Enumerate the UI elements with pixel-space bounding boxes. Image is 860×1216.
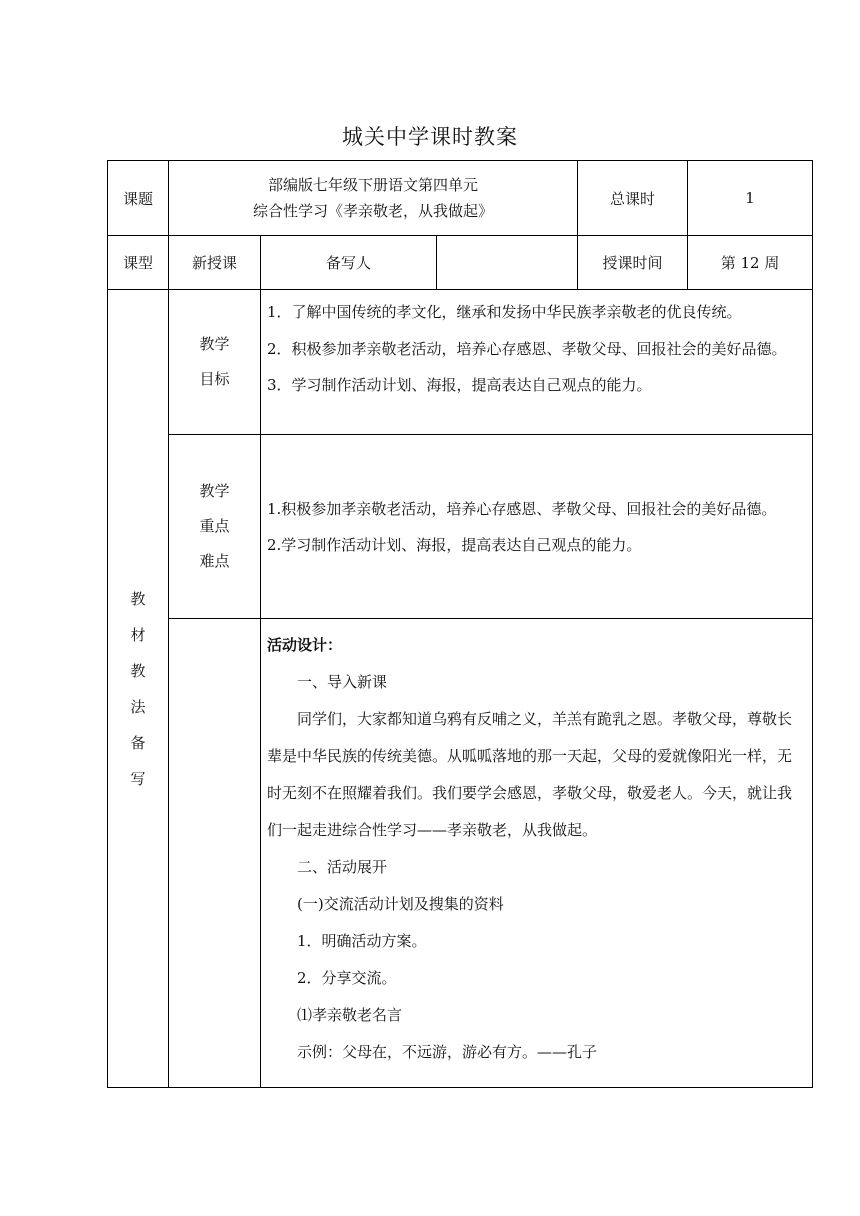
activity-label-empty: [169, 619, 261, 1088]
goal-item: 3．学习制作活动计划、海报，提高表达自己观点的能力。: [267, 376, 652, 394]
topic-line-2: 综合性学习《孝亲敬老，从我做起》: [253, 202, 494, 220]
example-quote: 示例：父母在，不远游，游必有方。——孔子: [297, 1043, 598, 1061]
teaching-time-label: 授课时间: [578, 236, 688, 290]
section-char: 备: [130, 733, 146, 752]
goal-item: 1．了解中国传统的孝文化，继承和发扬中华民族孝亲敬老的优良传统。: [267, 303, 742, 321]
section-label: [108, 290, 169, 1088]
keypoints-content: [261, 435, 813, 619]
section-char: 教: [130, 589, 146, 608]
page-title: 城关中学课时教案: [342, 125, 518, 149]
part1-title: 一、导入新课: [297, 673, 388, 691]
total-hours-value: 1: [688, 161, 813, 236]
keypoints-label: [169, 435, 261, 619]
lesson-type-label: 课型: [108, 236, 169, 290]
teaching-time-value: 第 12 周: [688, 236, 813, 290]
sub-item-1: ⑴孝亲敬老名言: [297, 1006, 403, 1024]
goals-label-line: 目标: [199, 370, 230, 388]
topic-value: [169, 161, 578, 236]
keypoints-label-line: 重点: [199, 517, 230, 535]
preparer-label: 备写人: [261, 236, 437, 290]
activity-heading: 活动设计：: [267, 636, 343, 654]
topic-line-1: 部编版七年级下册语文第四单元: [268, 176, 479, 194]
lesson-type-value: 新授课: [169, 236, 261, 290]
total-hours-label: 总课时: [578, 161, 688, 236]
topic-label: 课题: [108, 161, 169, 236]
row-type: [108, 236, 813, 290]
part2-title: 二、活动展开: [297, 858, 388, 876]
step-2: 2．分享交流。: [297, 969, 397, 987]
keypoints-label-line: 教学: [199, 482, 230, 500]
step-1: 1．明确活动方案。: [297, 932, 427, 950]
keypoint-item: 1.积极参加孝亲敬老活动，培养心存感恩、孝敬父母、回报社会的美好品德。: [267, 499, 777, 518]
row-activity: [108, 619, 813, 1088]
keypoint-item: 2.学习制作活动计划、海报，提高表达自己观点的能力。: [267, 535, 642, 554]
preparer-value: [437, 236, 578, 290]
section-char: 材: [130, 625, 146, 644]
goal-item: 2．积极参加孝亲敬老活动，培养心存感恩、孝敬父母、回报社会的美好品德。: [267, 339, 787, 358]
sub-section-1: (一)交流活动计划及搜集的资料: [297, 895, 504, 913]
goals-content: [261, 290, 813, 435]
row-keypoints: [108, 435, 813, 619]
row-topic: [108, 161, 813, 236]
row-goals: [108, 290, 813, 435]
lesson-plan-table: [107, 160, 813, 1088]
goals-label: [169, 290, 261, 435]
keypoints-label-line: 难点: [199, 552, 230, 570]
goals-label-line: 教学: [199, 335, 230, 353]
intro-paragraph: 同学们，大家都知道乌鸦有反哺之义，羊羔有跪乳之恩。孝敬父母，尊敬长辈是中华民族的传统美德。从呱呱落地的那一天起，父母的爱就像阳光一样，无时无刻不在照耀着我们。我们要学会感恩，孝敬父母，敬爱老人。今天，就让我们一起走进综合性学习——孝亲敬老，从我做起。: [267, 710, 793, 839]
activity-content: [261, 619, 813, 1088]
section-char: 法: [130, 697, 146, 716]
section-char: 写: [130, 769, 146, 788]
section-char: 教: [130, 661, 146, 680]
